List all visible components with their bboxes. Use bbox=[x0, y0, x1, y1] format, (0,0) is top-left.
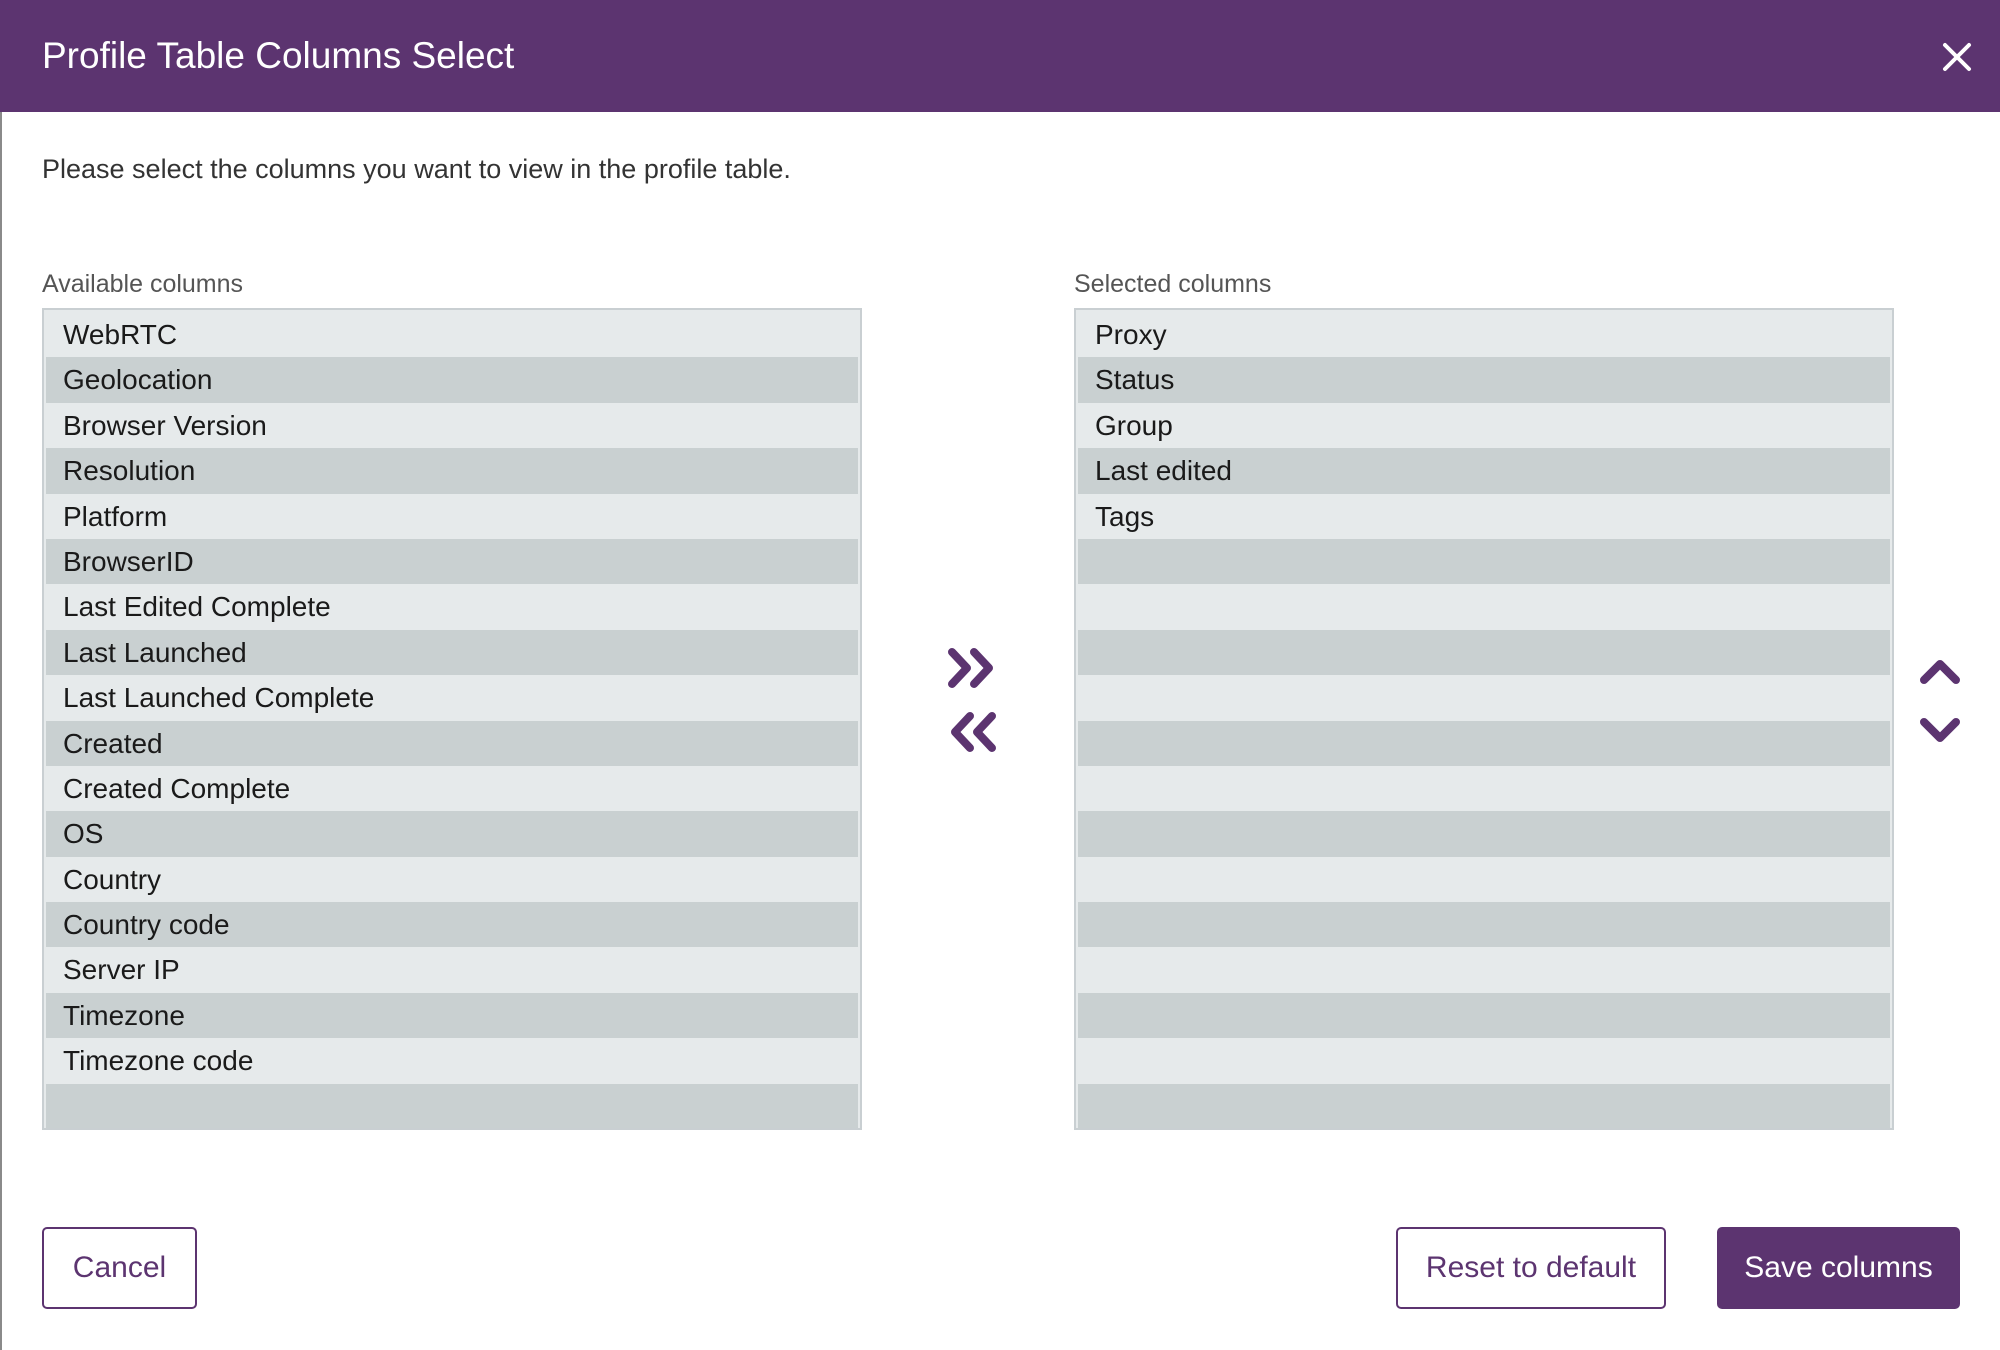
list-item[interactable]: Country bbox=[46, 857, 858, 902]
list-item-empty bbox=[1078, 947, 1890, 992]
double-chevron-right-icon bbox=[943, 643, 1001, 693]
save-columns-button[interactable]: Save columns bbox=[1717, 1227, 1960, 1309]
chevron-up-icon bbox=[1918, 654, 1962, 688]
close-button[interactable] bbox=[1934, 34, 1980, 80]
list-item[interactable]: Timezone bbox=[46, 993, 858, 1038]
reset-to-default-button[interactable]: Reset to default bbox=[1396, 1227, 1666, 1309]
list-item[interactable]: OS bbox=[46, 811, 858, 856]
list-item-empty bbox=[1078, 630, 1890, 675]
list-item-empty bbox=[1078, 857, 1890, 902]
dialog-title: Profile Table Columns Select bbox=[42, 35, 515, 76]
list-item[interactable]: Group bbox=[1078, 403, 1890, 448]
list-item-empty bbox=[1078, 584, 1890, 629]
list-item-empty bbox=[1078, 1084, 1890, 1129]
list-item-empty bbox=[1078, 902, 1890, 947]
move-up-button[interactable] bbox=[1918, 654, 1962, 688]
available-columns-list[interactable] bbox=[42, 308, 862, 1130]
dialog-header bbox=[0, 0, 2000, 112]
list-item[interactable]: BrowserID bbox=[46, 539, 858, 584]
list-item-empty bbox=[1078, 993, 1890, 1038]
instruction-text: Please select the columns you want to view in the profile table. bbox=[42, 154, 791, 184]
list-item-empty bbox=[1078, 675, 1890, 720]
add-columns-button[interactable] bbox=[943, 643, 1001, 693]
list-item[interactable]: Geolocation bbox=[46, 357, 858, 402]
close-icon bbox=[1934, 34, 1980, 80]
list-item[interactable]: WebRTC bbox=[46, 312, 858, 357]
selected-columns-list[interactable] bbox=[1074, 308, 1894, 1130]
selected-columns-label: Selected columns bbox=[1074, 270, 1272, 298]
remove-columns-button[interactable] bbox=[943, 707, 1001, 757]
list-item-empty bbox=[46, 1084, 858, 1129]
double-chevron-left-icon bbox=[943, 707, 1001, 757]
cancel-button[interactable]: Cancel bbox=[42, 1227, 197, 1309]
list-item-empty bbox=[1078, 721, 1890, 766]
list-item[interactable]: Created Complete bbox=[46, 766, 858, 811]
list-item-empty bbox=[1078, 766, 1890, 811]
list-item-empty bbox=[1078, 539, 1890, 584]
available-columns-label: Available columns bbox=[42, 270, 244, 298]
chevron-down-icon bbox=[1918, 714, 1962, 748]
list-item[interactable]: Last Launched Complete bbox=[46, 675, 858, 720]
move-down-button[interactable] bbox=[1918, 714, 1962, 748]
list-item[interactable]: Tags bbox=[1078, 494, 1890, 539]
dialog-left-border bbox=[0, 112, 2, 1350]
list-item[interactable]: Last Launched bbox=[46, 630, 858, 675]
list-item[interactable]: Country code bbox=[46, 902, 858, 947]
list-item[interactable]: Browser Version bbox=[46, 403, 858, 448]
list-item[interactable]: Platform bbox=[46, 494, 858, 539]
list-item[interactable]: Timezone code bbox=[46, 1038, 858, 1083]
list-item[interactable]: Server IP bbox=[46, 947, 858, 992]
list-item-empty bbox=[1078, 811, 1890, 856]
list-item[interactable]: Status bbox=[1078, 357, 1890, 402]
list-item-empty bbox=[1078, 1038, 1890, 1083]
list-item[interactable]: Proxy bbox=[1078, 312, 1890, 357]
list-item[interactable]: Last edited bbox=[1078, 448, 1890, 493]
list-item[interactable]: Created bbox=[46, 721, 858, 766]
list-item[interactable]: Resolution bbox=[46, 448, 858, 493]
list-item[interactable]: Last Edited Complete bbox=[46, 584, 858, 629]
